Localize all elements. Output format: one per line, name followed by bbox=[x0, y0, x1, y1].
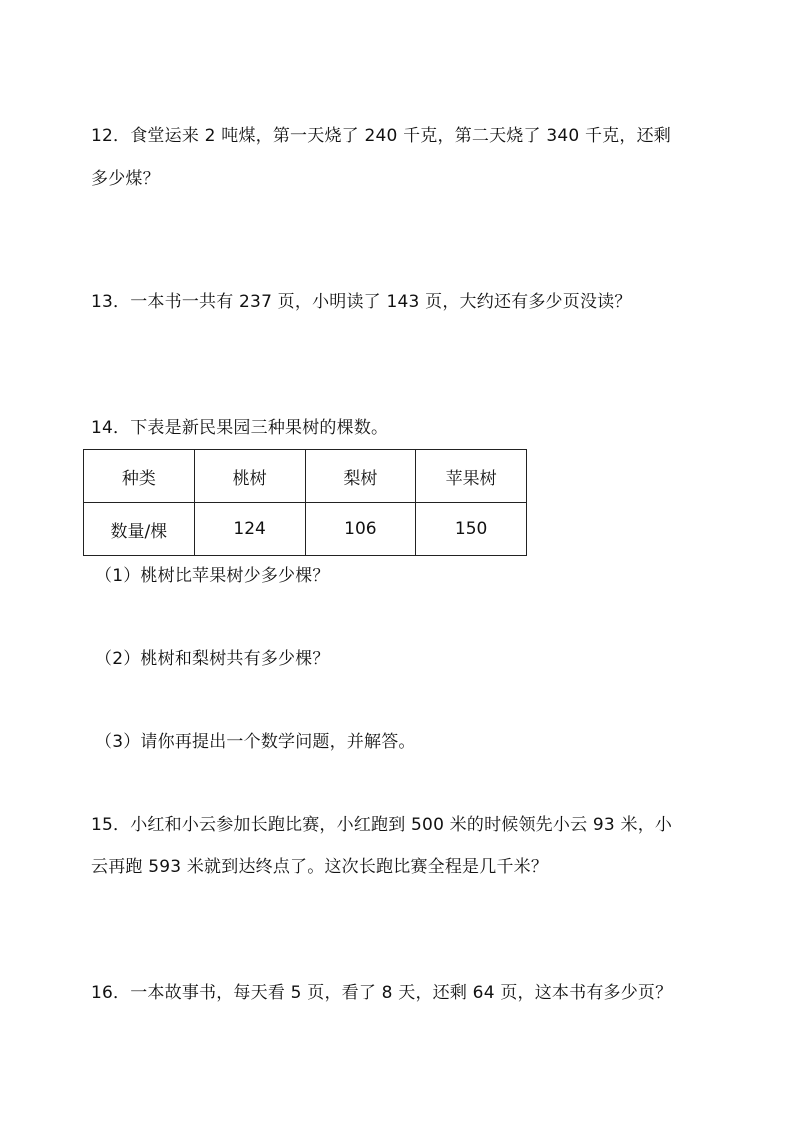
question-16-line-1: 16．一本故事书，每天看 5 页，看了 8 天，还剩 64 页，这本书有多少页？ bbox=[91, 983, 673, 1003]
table-cell: 梨树 bbox=[305, 450, 416, 503]
question-14-sub-1: （1）桃树比苹果树少多少棵？ bbox=[95, 566, 330, 586]
table-cell: 150 bbox=[416, 503, 527, 556]
question-12-line-2: 多少煤？ bbox=[91, 169, 160, 189]
question-15-line-1: 15．小红和小云参加长跑比赛，小红跑到 500 米的时候领先小云 93 米，小 bbox=[91, 815, 673, 835]
fruit-tree-table bbox=[83, 449, 527, 556]
question-14-sub-2: （2）桃树和梨树共有多少棵？ bbox=[95, 649, 330, 669]
table-row bbox=[84, 503, 527, 556]
question-14-sub-3: （3）请你再提出一个数学问题，并解答。 bbox=[95, 732, 416, 752]
table-cell: 苹果树 bbox=[416, 450, 527, 503]
question-13-line-1: 13．一本书一共有 237 页，小明读了 143 页，大约还有多少页没读？ bbox=[91, 292, 632, 312]
question-15-line-2: 云再跑 593 米就到达终点了。这次长跑比赛全程是几千米？ bbox=[91, 857, 549, 877]
table-header-row bbox=[84, 450, 527, 503]
table-cell: 数量/棵 bbox=[84, 503, 195, 556]
question-12-line-1: 12．食堂运来 2 吨煤，第一天烧了 240 千克，第二天烧了 340 千克，还剩 bbox=[91, 126, 671, 146]
table-cell: 种类 bbox=[84, 450, 195, 503]
table-cell: 124 bbox=[194, 503, 305, 556]
question-14-intro: 14．下表是新民果园三种果树的棵数。 bbox=[91, 418, 389, 438]
table-cell: 桃树 bbox=[194, 450, 305, 503]
table-cell: 106 bbox=[305, 503, 416, 556]
